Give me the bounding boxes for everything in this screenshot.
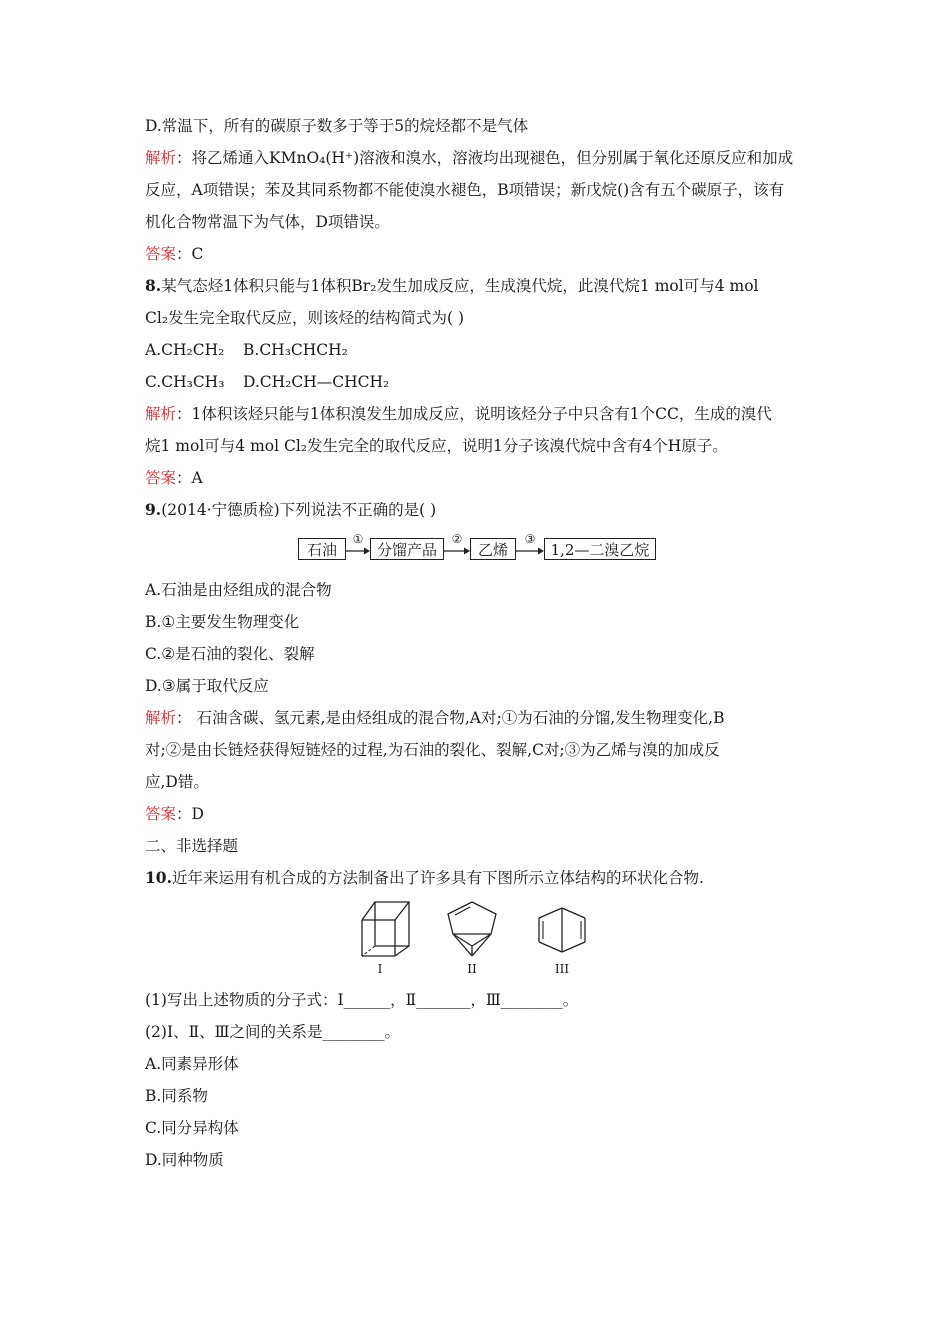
q7-answer (145, 244, 203, 264)
flow-box-fractions: 分馏产品 (370, 538, 444, 560)
q9-option-d: D.③属于取代反应 (145, 677, 269, 695)
q10-option-c: C.同分异构体 (145, 1119, 239, 1137)
q10-stem (145, 868, 704, 888)
structure-figures (357, 898, 597, 980)
jiexi-label: 解析 (145, 405, 177, 423)
question-number: 10. (145, 868, 172, 887)
flow-arrow-label: ② (451, 532, 463, 546)
q8-option-b: B.CH₃CHCH₂ (243, 341, 348, 359)
flow-box-ethylene: 乙烯 (470, 538, 516, 560)
question-number: 9. (145, 500, 162, 519)
q9-option-c: C.②是石油的裂化、裂解 (145, 645, 315, 663)
jiexi-text: ：将乙烯通入KMnO₄(H⁺)溶液和溴水，溶液均出现褪色，但分别属于氧化还原反应和加成 (176, 149, 794, 167)
jiexi-text: ：1体积该烃只能与1体积溴发生加成反应，说明该烃分子中只含有1个CC，生成的溴代 (176, 405, 772, 423)
q9-jiexi-line-2: 对;②是由长链烃获得短链烃的过程,为石油的裂化、裂解,C对;③为乙烯与溴的加成反 (145, 741, 720, 759)
answer-value: ：C (176, 245, 204, 263)
question-number: 8. (145, 276, 162, 295)
q8-option-a: A.CH₂CH₂ (145, 341, 225, 359)
flow-arrow-label: ① (352, 532, 364, 546)
q7-option-d: D.常温下，所有的碳原子数多于等于5的烷烃都不是气体 (145, 117, 529, 135)
jiexi-label: 解析 (145, 149, 177, 167)
q8-option-d: D.CH₂CH—CHCH₂ (243, 373, 390, 391)
dewar-structure-figure (529, 898, 595, 960)
q8-stem-line-2: Cl₂发生完全取代反应，则该烃的结构简式为( ) (145, 309, 465, 327)
question-text: 某气态烃1体积只能与1体积Br₂发生加成反应，生成溴代烷，此溴代烷1 mol可与4 mol (161, 277, 759, 295)
q10-option-b: B.同系物 (145, 1087, 208, 1105)
flow-arrow-label: ③ (524, 532, 536, 546)
q9-stem (145, 500, 436, 520)
flow-arrow-2 (444, 533, 470, 559)
q9-option-a: A.石油是由烃组成的混合物 (145, 581, 332, 599)
bicyclic-structure-figure (441, 898, 503, 960)
prism-structure-figure (357, 898, 417, 960)
process-flow-diagram (298, 533, 658, 565)
q8-stem-line-1 (145, 276, 758, 296)
structure-label-2: II (467, 962, 477, 976)
q8-jiexi-line-2: 烷1 mol可与4 mol Cl₂发生完全的取代反应，说明1分子该溴代烷中含有4个H原子。 (145, 437, 728, 455)
q9-jiexi-line-1 (145, 708, 724, 728)
q7-jiexi-line-2: 反应，A项错误；苯及其同系物都不能使溴水褪色，B项错误；新戊烷()含有五个碳原子，该有 (145, 181, 785, 199)
question-text: 近年来运用有机合成的方法制备出了许多具有下图所示立体结构的环状化合物. (171, 869, 704, 887)
flow-arrow-1 (346, 533, 370, 559)
q8-option-c: C.CH₃CH₃ (145, 373, 225, 391)
answer-value: ：A (176, 469, 203, 487)
jiexi-label: 解析 (145, 709, 177, 727)
q8-answer (145, 468, 203, 488)
arrow-icon (516, 546, 544, 556)
answer-value: ：D (176, 805, 204, 823)
q7-jiexi-line-3: 机化合物常温下为气体，D项错误。 (145, 213, 390, 231)
jiexi-text: ： 石油含碳、氢元素,是由烃组成的混合物,A对;①为石油的分馏,发生物理变化,B (176, 709, 725, 727)
answer-label: 答案 (145, 469, 177, 487)
section-title: 二、非选择题 (145, 837, 239, 855)
q10-sub-question-1: (1)写出上述物质的分子式：Ⅰ______，Ⅱ_______，Ⅲ________。 (145, 991, 579, 1009)
flow-box-petroleum: 石油 (298, 538, 346, 560)
arrow-icon (444, 546, 470, 556)
answer-label: 答案 (145, 245, 177, 263)
flow-box-dibromoethane: 1,2—二溴乙烷 (544, 538, 656, 560)
structure-label-3: III (554, 962, 570, 976)
q10-option-d: D.同种物质 (145, 1151, 224, 1169)
arrow-icon (346, 546, 370, 556)
structure-label-1: I (377, 962, 383, 976)
q10-sub-question-2: (2)Ⅰ、Ⅱ、Ⅲ之间的关系是________。 (145, 1023, 401, 1041)
q9-option-b: B.①主要发生物理变化 (145, 613, 300, 631)
question-text: (2014·宁德质检)下列说法不正确的是( ) (161, 501, 437, 519)
q10-option-a: A.同素异形体 (145, 1055, 239, 1073)
q7-jiexi-line-1 (145, 148, 793, 168)
q9-jiexi-line-3: 应,D错。 (145, 773, 209, 791)
q9-answer (145, 804, 204, 824)
q8-jiexi-line-1 (145, 404, 772, 424)
flow-arrow-3 (516, 533, 544, 559)
answer-label: 答案 (145, 805, 177, 823)
